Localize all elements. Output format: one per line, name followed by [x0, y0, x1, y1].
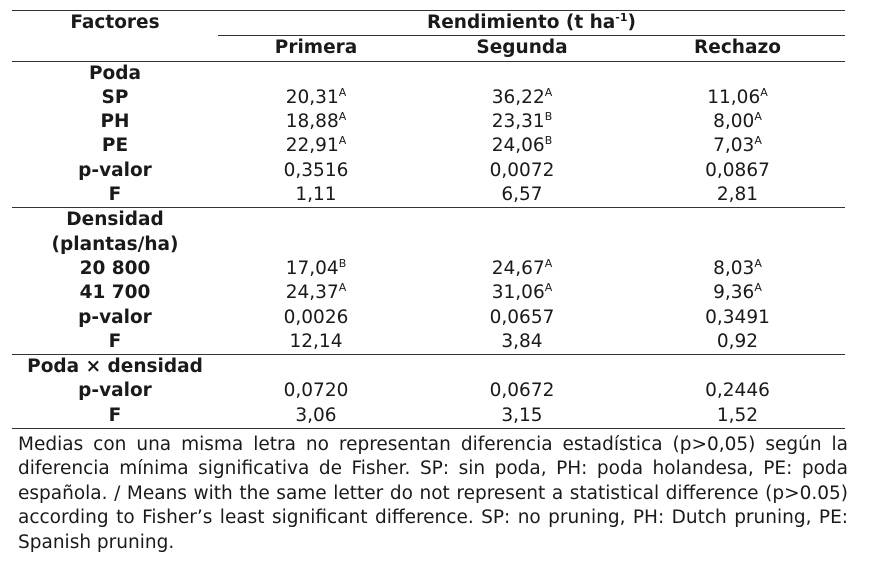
table-row: [12, 404, 845, 429]
table-row: [12, 257, 845, 281]
value: 18,88: [285, 111, 339, 133]
table-row: [12, 183, 845, 208]
value-cell: [414, 110, 630, 134]
value-cell: 0,0867: [705, 159, 770, 181]
value: 31,06: [491, 282, 545, 304]
row-label: PE: [101, 135, 129, 157]
row-label: SP: [101, 86, 129, 108]
value-cell: 3,06: [218, 404, 414, 429]
letter: A: [338, 85, 347, 99]
value-cell: 0,2446: [705, 380, 770, 402]
yield-table: [12, 10, 845, 429]
table-footnote: Medias con una misma letra no representan diferencia estadística (p>0,05) según la diferencia mínima significativa de Fisher. SP: sin poda, PH: poda holandesa, PE: poda española. / Means with the same letter do not represent a statistical difference (p>0.05) according to Fisher’s least significant difference. SP: no pruning, PH: Dutch pruning, PE: Spanish pruning.: [18, 434, 848, 553]
value-cell: 2,81: [630, 183, 845, 208]
value: 17,04: [285, 257, 339, 279]
value-cell: [630, 281, 845, 305]
letter: A: [754, 281, 762, 295]
letter: A: [754, 134, 762, 148]
value-cell: 0,3491: [705, 306, 770, 328]
row-label: p-valor: [78, 306, 152, 328]
letter: A: [760, 85, 768, 99]
section-title-interaccion: Poda × densidad: [27, 356, 203, 378]
letter: B: [544, 110, 553, 124]
value-cell: 12,14: [218, 330, 414, 355]
value: 8,00: [713, 111, 755, 133]
empty-header-cell: [12, 36, 218, 61]
table-row: [12, 330, 845, 355]
value-cell: 0,0072: [489, 159, 555, 181]
value-cell: [414, 257, 630, 281]
value-cell: 0,0026: [283, 306, 349, 328]
letter: A: [754, 110, 762, 124]
empty-cell: [414, 355, 630, 380]
value: 24,06: [491, 135, 545, 157]
section-subtitle-densidad: (plantas/ha): [51, 233, 179, 255]
yield-header-close: ): [627, 12, 636, 33]
value-cell: 0,3516: [283, 159, 349, 181]
row-label: p-valor: [78, 380, 152, 402]
letter: B: [338, 256, 347, 270]
letter: A: [338, 110, 347, 124]
letter: B: [544, 134, 553, 148]
empty-cell: [630, 61, 845, 86]
empty-cell: [218, 61, 414, 86]
letter: A: [544, 256, 553, 270]
value-cell: [414, 281, 630, 305]
section-title-poda: Poda: [89, 62, 141, 84]
value: 23,31: [491, 111, 545, 133]
value-cell: [630, 134, 845, 158]
value: 9,36: [713, 282, 755, 304]
row-label: 41 700: [79, 282, 151, 304]
value-cell: 0,0672: [489, 380, 555, 402]
column-header-primera: Primera: [218, 36, 414, 61]
value: 22,91: [285, 135, 339, 157]
empty-cell: [218, 208, 414, 233]
value-cell: [630, 110, 845, 134]
factors-header: Factores: [12, 11, 218, 36]
letter: A: [544, 281, 553, 295]
empty-cell: [414, 61, 630, 86]
value-cell: [218, 110, 414, 134]
value-cell: 0,0657: [489, 306, 555, 328]
value-cell: 0,92: [630, 330, 845, 355]
table-row: [12, 281, 845, 305]
value: 36,22: [491, 86, 545, 108]
letter: A: [544, 85, 553, 99]
table-row: [12, 134, 845, 158]
header-row-2: [12, 36, 845, 61]
value-cell: 3,84: [414, 330, 630, 355]
value-cell: [218, 257, 414, 281]
value-cell: [414, 86, 630, 110]
empty-cell: [218, 233, 414, 257]
value-cell: 3,15: [414, 404, 630, 429]
value-cell: 0,0720: [283, 380, 349, 402]
table-row: [12, 306, 845, 330]
row-label: F: [12, 404, 218, 429]
value: 24,37: [285, 282, 339, 304]
value: 7,03: [713, 135, 755, 157]
yield-header-text: Rendimiento (t ha: [427, 12, 616, 33]
empty-cell: [630, 233, 845, 257]
yield-header: [218, 11, 845, 36]
row-label: 20 800: [79, 257, 151, 279]
value-cell: [218, 281, 414, 305]
value: 20,31: [285, 86, 339, 108]
empty-cell: [630, 355, 845, 380]
row-label: p-valor: [78, 159, 152, 181]
row-label: PH: [100, 111, 130, 133]
empty-cell: [218, 355, 414, 380]
empty-cell: [630, 208, 845, 233]
row-label: F: [12, 330, 218, 355]
value-cell: 1,11: [218, 183, 414, 208]
letter: A: [754, 256, 762, 270]
value-cell: [414, 134, 630, 158]
empty-cell: [414, 233, 630, 257]
letter: A: [338, 281, 347, 295]
header-row-1: [12, 11, 845, 36]
value-cell: [218, 134, 414, 158]
yield-header-exponent: -1: [615, 11, 628, 24]
table-row: [12, 110, 845, 134]
value-cell: 1,52: [630, 404, 845, 429]
column-header-rechazo: Rechazo: [630, 36, 845, 61]
value-cell: 6,57: [414, 183, 630, 208]
column-header-segunda: Segunda: [414, 36, 630, 61]
table-row: [12, 86, 845, 110]
section-title-row: [12, 208, 845, 233]
value: 8,03: [713, 257, 755, 279]
table-row: [12, 159, 845, 183]
section-title-densidad: Densidad: [66, 209, 164, 231]
value: 24,67: [491, 257, 545, 279]
section-title-row: [12, 355, 845, 380]
value-cell: [630, 257, 845, 281]
row-label: F: [12, 183, 218, 208]
letter: A: [338, 134, 347, 148]
value-cell: [218, 86, 414, 110]
value: 11,06: [707, 86, 761, 108]
empty-cell: [414, 208, 630, 233]
table-row: [12, 379, 845, 403]
value-cell: [630, 86, 845, 110]
section-title-row: [12, 233, 845, 257]
section-title-row: [12, 61, 845, 86]
